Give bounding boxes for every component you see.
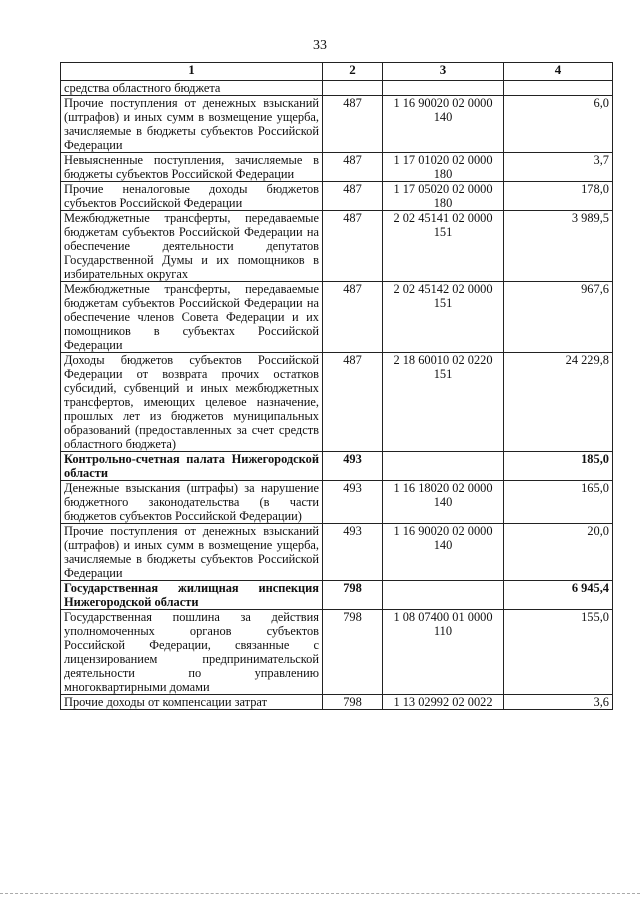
row-budget-code: 2 02 45142 02 0000 151 (383, 282, 504, 353)
row-name: Прочие неналоговые доходы бюджетов субъектов Российской Федерации (61, 182, 323, 211)
table-row (61, 211, 613, 282)
header-col-1: 1 (61, 63, 323, 81)
row-amount: 185,0 (504, 452, 613, 481)
row-admin-code: 798 (323, 695, 383, 710)
row-budget-code: 2 02 45141 02 0000 151 (383, 211, 504, 282)
page-edge-line (0, 893, 640, 895)
row-amount: 6,0 (504, 96, 613, 153)
row-amount: 178,0 (504, 182, 613, 211)
header-col-2: 2 (323, 63, 383, 81)
table-row (61, 524, 613, 581)
table-row (61, 610, 613, 695)
row-budget-code: 1 16 18020 02 0000 140 (383, 481, 504, 524)
row-amount: 20,0 (504, 524, 613, 581)
row-amount: 3 989,5 (504, 211, 613, 282)
row-amount: 165,0 (504, 481, 613, 524)
row-admin-code: 487 (323, 96, 383, 153)
row-budget-code: 1 17 01020 02 0000 180 (383, 153, 504, 182)
row-amount: 967,6 (504, 282, 613, 353)
row-amount: 24 229,8 (504, 353, 613, 452)
row-admin-code: 487 (323, 182, 383, 211)
table-row (61, 182, 613, 211)
row-amount: 3,7 (504, 153, 613, 182)
row-amount: 6 945,4 (504, 581, 613, 610)
table-row (61, 96, 613, 153)
row-budget-code: 1 16 90020 02 0000 140 (383, 96, 504, 153)
row-name: Прочие поступления от денежных взысканий (штрафов) и иных сумм в возмещение ущерба, зачисляемые в бюджеты субъектов Российской Федерации (61, 96, 323, 153)
row-name: Денежные взыскания (штрафы) за нарушение бюджетного законодательства (в части бюджетов субъектов Российской Федерации) (61, 481, 323, 524)
revenue-table (60, 62, 613, 710)
row-amount: 3,6 (504, 695, 613, 710)
continuation-row (61, 81, 613, 96)
row-admin-code: 493 (323, 524, 383, 581)
row-name: Невыясненные поступления, зачисляемые в бюджеты субъектов Российской Федерации (61, 153, 323, 182)
row-name: Доходы бюджетов субъектов Российской Федерации от возврата прочих остатков субсидий, субвенций и иных межбюджетных трансфертов, имеющих целевое назначение, прошлых лет из бюджетов муниципальных образований (предоставленных за счет средств областного бюджета) (61, 353, 323, 452)
row-name: Межбюджетные трансферты, передаваемые бюджетам субъектов Российской Федерации на обеспечение деятельности депутатов Государственной Думы и их помощников в избирательных округах (61, 211, 323, 282)
section-row (61, 581, 613, 610)
table-row (61, 481, 613, 524)
row-admin-code: 487 (323, 211, 383, 282)
row-name: Государственная пошлина за действия уполномоченных органов субъектов Российской Федерации, связанные с лицензированием предпринимательской деятельности по управлению многоквартирными домами (61, 610, 323, 695)
table-row (61, 353, 613, 452)
header-col-3: 3 (383, 63, 504, 81)
table-row (61, 695, 613, 710)
row-admin-code: 487 (323, 282, 383, 353)
row-budget-code: 1 16 90020 02 0000 140 (383, 524, 504, 581)
row-admin-code: 798 (323, 610, 383, 695)
row-amount: 155,0 (504, 610, 613, 695)
table-row (61, 153, 613, 182)
row-budget-code: 1 13 02992 02 0022 (383, 695, 504, 710)
row-name: Прочие доходы от компенсации затрат (61, 695, 323, 710)
row-budget-code (383, 452, 504, 481)
header-row (61, 63, 613, 81)
row-name: Государственная жилищная инспекция Нижегородской области (61, 581, 323, 610)
row-admin-code: 493 (323, 452, 383, 481)
row-admin-code: 487 (323, 153, 383, 182)
section-row (61, 452, 613, 481)
row-name: Прочие поступления от денежных взысканий (штрафов) и иных сумм в возмещение ущерба, зачисляемые в бюджеты субъектов Российской Федерации (61, 524, 323, 581)
page-number: 33 (313, 38, 327, 53)
row-budget-code (383, 581, 504, 610)
row-admin-code: 493 (323, 481, 383, 524)
row-admin-code: 487 (323, 353, 383, 452)
row-name: Контрольно-счетная палата Нижегородской области (61, 452, 323, 481)
table-row (61, 282, 613, 353)
continuation-text: средства областного бюджета (61, 81, 323, 96)
row-budget-code: 1 17 05020 02 0000 180 (383, 182, 504, 211)
row-budget-code: 2 18 60010 02 0220 151 (383, 353, 504, 452)
header-col-4: 4 (504, 63, 613, 81)
row-name: Межбюджетные трансферты, передаваемые бюджетам субъектов Российской Федерации на обеспечение членов Совета Федерации и их помощников в субъектах Российской Федерации (61, 282, 323, 353)
row-budget-code: 1 08 07400 01 0000 110 (383, 610, 504, 695)
row-admin-code: 798 (323, 581, 383, 610)
